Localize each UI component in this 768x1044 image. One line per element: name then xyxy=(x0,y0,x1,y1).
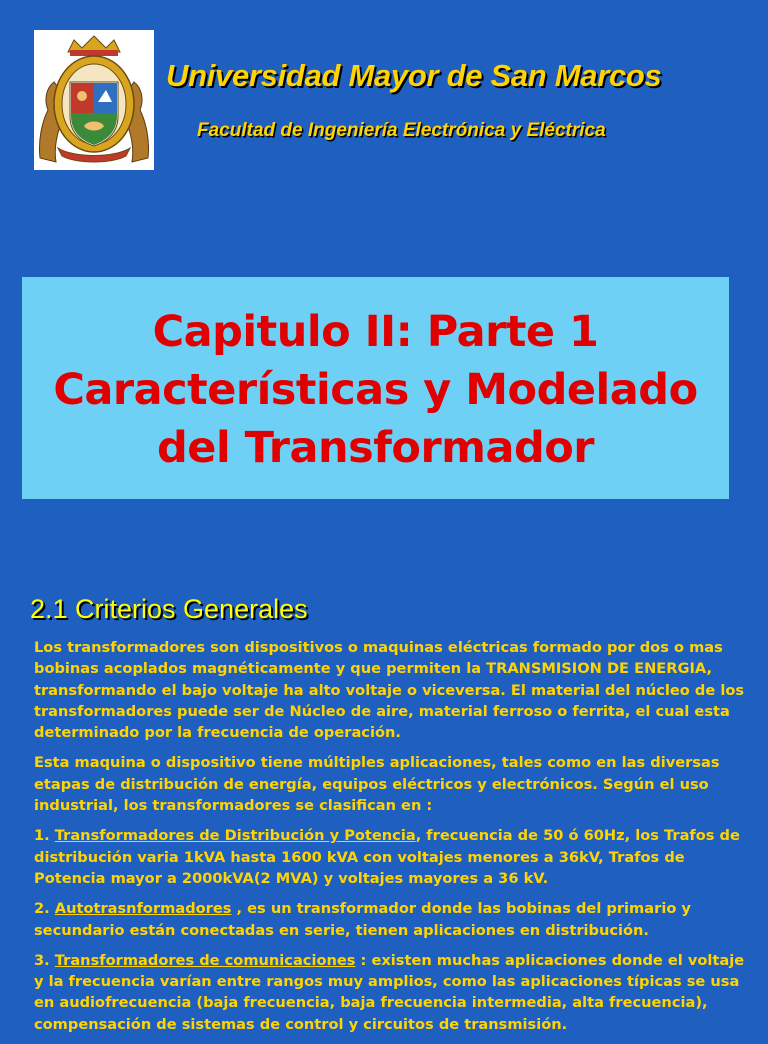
link-autotransformers[interactable]: Autotrasnformadores xyxy=(54,900,232,918)
body-text xyxy=(34,637,750,1044)
item-number: 2. xyxy=(34,900,55,918)
chapter-title-line-3: del Transformador xyxy=(157,423,594,473)
section-heading: 2.1 Criterios Generales xyxy=(30,594,308,624)
faculty-subtitle: Facultad de Ingeniería Electrónica y Eléctrica xyxy=(197,120,606,141)
item-text: : existen muchas aplicaciones donde el voltaje y la frecuencia varían entre rangos muy amplios, como las aplicaciones típicas se usa en audiofrecuencia (baja frecuencia, baja frecuencia intermedia, alta frecuencia), compensación de sistemas de control y circuitos de transmisión. xyxy=(34,951,745,1033)
link-communication-transformers[interactable]: Transformadores de comunicaciones xyxy=(54,951,356,969)
item-text: , frecuencia de 50 ó 60Hz, los Trafos de distribución varia 1kVA hasta 1600 kVA con voltajes menores a 36kV, Trafos de Potencia mayor a 2000kVA(2 MVA) y voltajes mayores a 36 kV. xyxy=(34,827,740,887)
link-distribution-transformers[interactable]: Transformadores de Distribución y Potencia xyxy=(54,827,416,845)
list-item-autotransformers xyxy=(34,898,750,941)
item-number: 1. xyxy=(34,827,55,845)
university-title: Universidad Mayor de San Marcos xyxy=(166,58,662,93)
list-item-distribution xyxy=(34,825,750,889)
chapter-title-line-2: Características y Modelado xyxy=(53,365,698,415)
list-item-communications xyxy=(34,950,750,1035)
chapter-title-line-1: Capitulo II: Parte 1 xyxy=(152,307,599,357)
paragraph-applications: Esta maquina o dispositivo tiene múltiples aplicaciones, tales como en las diversas etapas de distribución de energía, equipos eléctricos y electrónicos. Según el uso industrial, los transformadores se clasifican en : xyxy=(34,754,720,815)
item-text: , es un transformador donde las bobinas del primario y secundario están conectadas en serie, tienen aplicaciones en distribución. xyxy=(34,900,691,939)
item-number: 3. xyxy=(34,951,55,969)
paragraph-intro: Los transformadores son dispositivos o maquinas eléctricas formado por dos o mas bobinas acoplados magnéticamente y que permiten la TRANSMISION DE ENERGIA, transformando el bajo voltaje ha alto voltaje o viceversa. El material del núcleo de los transformadores puede ser de Núcleo de aire, material ferroso o ferrita, el cual esta determinado por la frecuencia de operación. xyxy=(34,639,745,742)
university-crest-logo xyxy=(34,30,154,170)
chapter-title-box xyxy=(22,277,729,499)
